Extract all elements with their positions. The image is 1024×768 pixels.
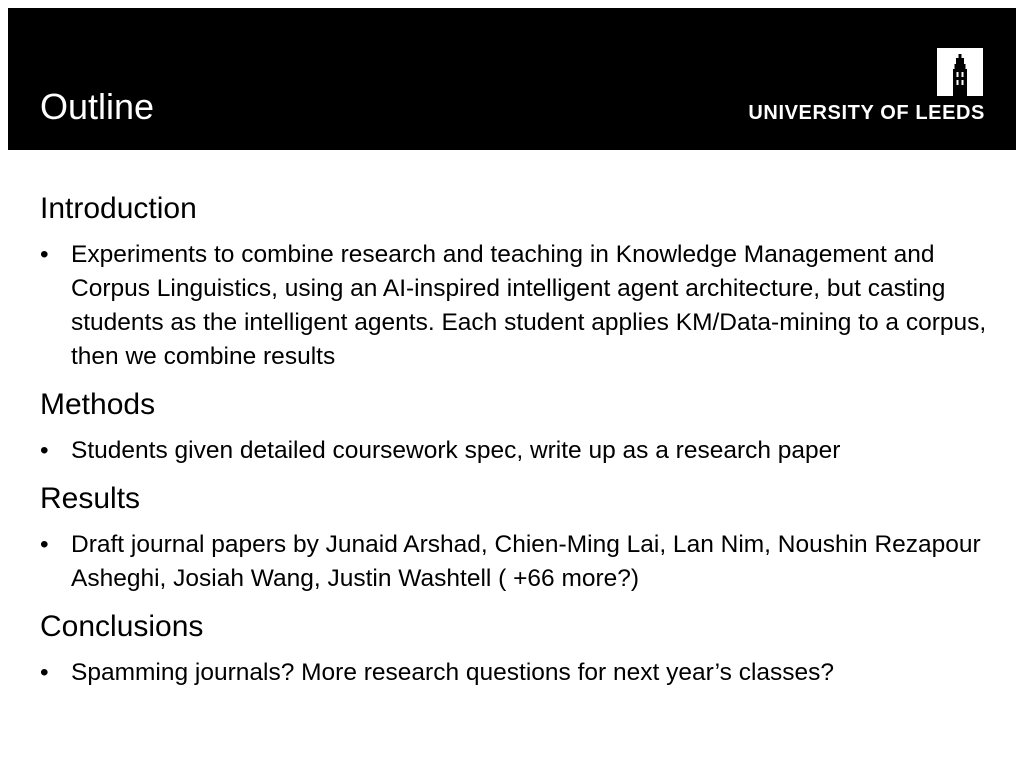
section-heading: Results [40, 482, 141, 515]
bullet-dot: • [40, 437, 49, 464]
section-methods [40, 384, 990, 468]
bullet-item [40, 434, 990, 468]
tower-logo-svg [937, 48, 983, 96]
university-name: UNIVERSITY OF LEEDS [748, 102, 985, 124]
bullet-text: Students given detailed coursework spec, write up as a research paper [71, 437, 841, 464]
section-heading: Conclusions [40, 610, 204, 643]
slide-header [8, 8, 1016, 150]
leeds-tower-icon [937, 48, 983, 96]
bullet-item [40, 656, 990, 690]
bullet-dot: • [40, 659, 49, 686]
bullet-dot: • [40, 531, 49, 558]
bullet-item [40, 238, 990, 374]
bullet-text: Experiments to combine research and teaching in Knowledge Management and Corpus Linguistics, using an AI-inspired intelligent agent architecture, but casting students as the intelligent agents. Each student applies KM/Data-mining to a corpus, then we combine results [71, 241, 987, 370]
section-introduction [40, 188, 990, 374]
bullet-text: Spamming journals? More research questions for next year’s classes? [71, 659, 835, 686]
slide-title: Outline [40, 86, 155, 127]
bullet-item [40, 528, 990, 596]
section-conclusions [40, 606, 990, 690]
bullet-dot: • [40, 241, 49, 268]
bullet-text: Draft journal papers by Junaid Arshad, Chien-Ming Lai, Lan Nim, Noushin Rezapour Asheghi, Josiah Wang, Justin Washtell ( +66 more?) [71, 531, 981, 592]
slide-content [40, 188, 990, 700]
section-heading: Methods [40, 388, 156, 421]
section-results [40, 478, 990, 596]
section-heading: Introduction [40, 192, 197, 225]
